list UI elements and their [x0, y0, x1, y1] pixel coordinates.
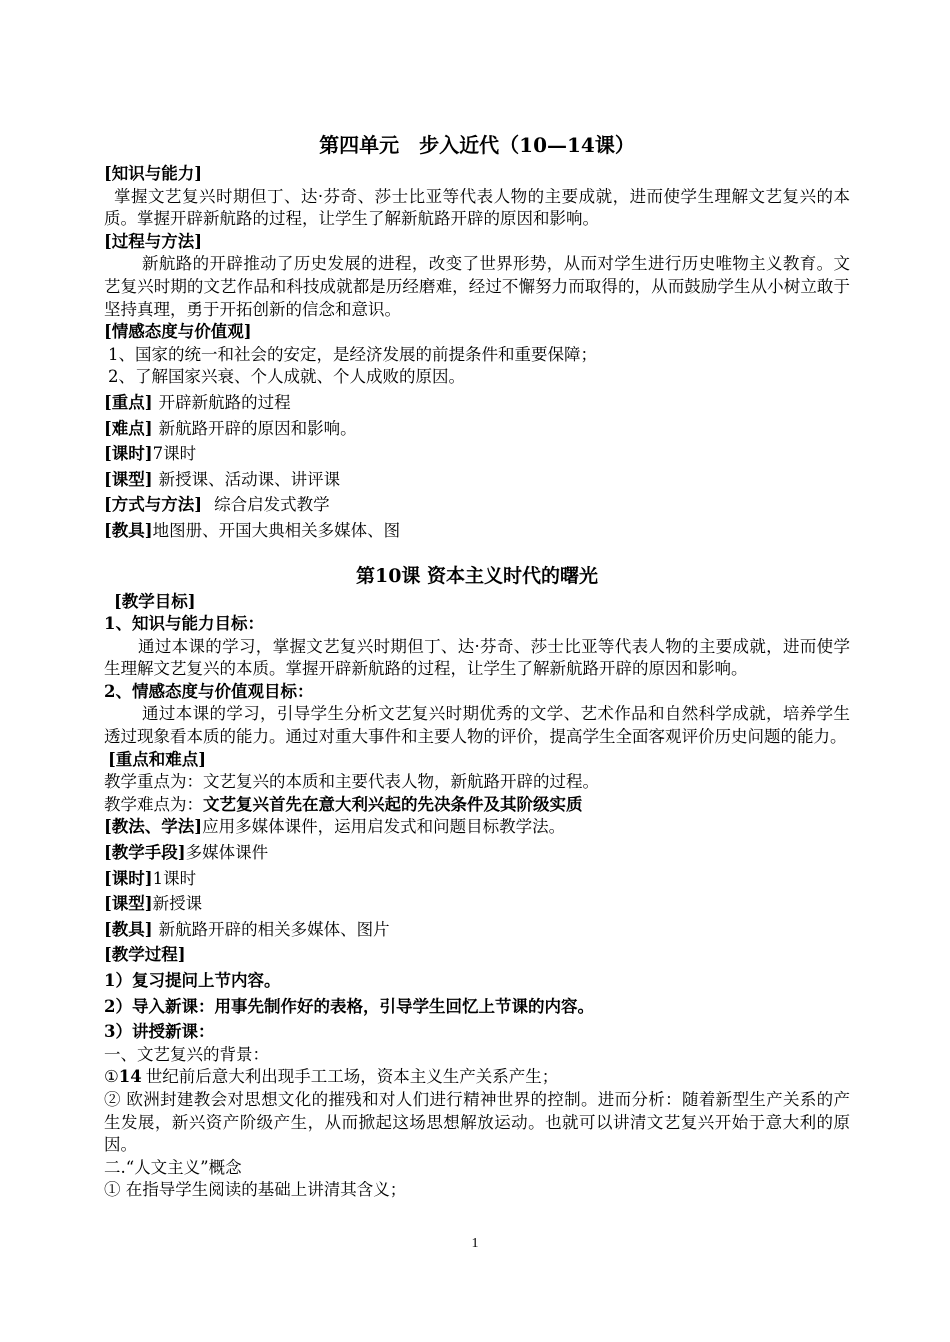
- lesson-difficult-text: 文艺复兴首先在意大利兴起的先决条件及其阶级实质: [203, 794, 583, 814]
- unit-hours-text: 7课时: [152, 444, 197, 464]
- lesson-goal2-heading: [104, 681, 850, 704]
- unit-hours-line: [104, 443, 850, 466]
- lesson-goal2-text: 通过本课的学习，引导学生分析文艺复兴时期优秀的文学、艺术作品和自然科学成就，培养学生透过现象看本质的能力。通过对重大事件和主要人物的评价，提高学生全面客观评价历史问题的能力。: [104, 704, 850, 747]
- goal2-label: 2、情感态度与价值观目标：: [104, 681, 314, 701]
- emotion-heading: [情感态度与价值观]: [104, 322, 252, 342]
- means-label: [教学手段]: [104, 843, 186, 863]
- step-2: [104, 996, 850, 1019]
- section-2-heading: 二.“人文主义”概念: [104, 1157, 242, 1177]
- step-1: [104, 970, 850, 993]
- teach-method-text: 应用多媒体课件，运用启发式和问题目标教学法。: [202, 817, 566, 837]
- means-text: 多媒体课件: [185, 843, 269, 863]
- emotion-item-2: 2、了解国家兴衰、个人成就、个人成败的原因。: [108, 367, 465, 387]
- point-1-number: 14: [118, 1067, 142, 1087]
- lesson-difficult-label: 教学难点为：: [104, 794, 203, 814]
- point-3: ① 在指导学生阅读的基础上讲清其含义；: [104, 1180, 407, 1200]
- difficult-point-line: [104, 418, 850, 441]
- keydiff-heading: [重点和难点]: [108, 749, 207, 769]
- step-2-text: 2）导入新课：用事先制作好的表格，引导学生回忆上节课的内容。: [104, 996, 594, 1016]
- knowledge-text: 掌握文艺复兴时期但丁、达·芬奇、莎士比亚等代表人物的主要成就，进而使学生理解文艺复兴的本质。掌握开辟新航路的过程，让学生了解新航路开辟的原因和影响。: [104, 186, 850, 229]
- key-point-label: [重点]: [104, 392, 153, 412]
- lesson-hours-line: [104, 868, 850, 891]
- lesson-tools-line: [104, 919, 850, 942]
- unit-method-line: [104, 494, 850, 517]
- emotion-item-1: 1、国家的统一和社会的安定，是经济发展的前提条件和重要保障；: [108, 344, 597, 364]
- goal1-label: 1、知识与能力目标：: [104, 614, 264, 634]
- step-1-text: 1）复习提问上节内容。: [104, 971, 281, 990]
- process-heading: [过程与方法]: [104, 231, 203, 251]
- page-number: 1: [471, 1236, 479, 1251]
- unit-tools-line: [104, 520, 850, 543]
- point-1-mark: ①: [104, 1067, 119, 1087]
- unit-type-label: [课型]: [104, 469, 153, 489]
- lesson-type-label: [课型]: [104, 894, 153, 914]
- point-2: ② 欧洲封建教会对思想文化的摧残和对人们进行精神世界的控制。进而分析：随着新型生产关系的产生发展，新兴资产阶级产生，从而掀起这场思想解放运动。也就可以讲清文艺复兴开始于意大利的原因。: [104, 1089, 850, 1155]
- key-point-line: [104, 392, 850, 415]
- document-body: [104, 128, 850, 1202]
- knowledge-heading: [知识与能力]: [104, 164, 203, 183]
- unit-tools-text: 地图册、开国大典相关多媒体、图: [152, 520, 401, 540]
- unit-hours-label: [课时]: [104, 444, 153, 464]
- point-1-text: 世纪前后意大利出现手工工场，资本主义生产关系产生；: [145, 1067, 559, 1087]
- unit-tools-label: [教具]: [104, 520, 153, 540]
- lesson-type-line: [104, 893, 850, 916]
- teach-method-line: [104, 816, 850, 839]
- difficult-point-text: 新航路开辟的原因和影响。: [158, 418, 357, 438]
- teach-method-label: [教法、学法]: [104, 817, 203, 837]
- process-text: 新航路的开辟推动了历史发展的进程，改变了世界形势，从而对学生进行历史唯物主义教育。文艺复兴时期的文艺作品和科技成就都是历经磨难，经过不懈努力而取得的，从而鼓励学生从小树立敢于坚持真理，勇于开拓创新的信念和意识。: [104, 254, 850, 319]
- key-point-text: 开辟新航路的过程: [158, 392, 291, 412]
- teaching-process-heading: [教学过程]: [104, 945, 186, 965]
- lesson-hours-label: [课时]: [104, 868, 153, 888]
- lesson-tools-text: 新航路开辟的相关多媒体、图片: [158, 919, 390, 939]
- step-3-text: 3）讲授新课：: [104, 1022, 215, 1042]
- lesson-hours-text: 1课时: [152, 868, 197, 888]
- lesson-tools-label: [教具]: [104, 919, 153, 939]
- lesson-goal-heading: [教学目标]: [114, 591, 196, 611]
- lesson-type-text: 新授课: [152, 894, 203, 914]
- section-1-heading: 一、文艺复兴的背景：: [104, 1044, 269, 1064]
- unit-type-text: 新授课、活动课、讲评课: [158, 469, 341, 489]
- lesson-goal1-heading: [104, 613, 850, 636]
- unit-method-label: [方式与方法]: [104, 495, 203, 515]
- unit-type-line: [104, 469, 850, 492]
- lesson-goal1-text: 通过本课的学习，掌握文艺复兴时期但丁、达·芬奇、莎士比亚等代表人物的主要成就，进而使学生理解文艺复兴的本质。掌握开辟新航路的过程，让学生了解新航路开辟的原因和影响。: [104, 636, 850, 679]
- lesson-difficult-line: [104, 794, 850, 817]
- difficult-point-label: [难点]: [104, 418, 153, 438]
- lesson-title: 第10课 资本主义时代的曙光: [355, 564, 599, 587]
- lesson-key-line: 教学重点为：文艺复兴的本质和主要代表人物，新航路开辟的过程。: [104, 772, 599, 792]
- unit-method-text: 综合启发式教学: [214, 495, 330, 515]
- unit-title: 第四单元 步入近代（10—14课）: [319, 133, 635, 157]
- step-3: [104, 1021, 850, 1044]
- means-line: [104, 842, 850, 865]
- point-1: [104, 1066, 850, 1089]
